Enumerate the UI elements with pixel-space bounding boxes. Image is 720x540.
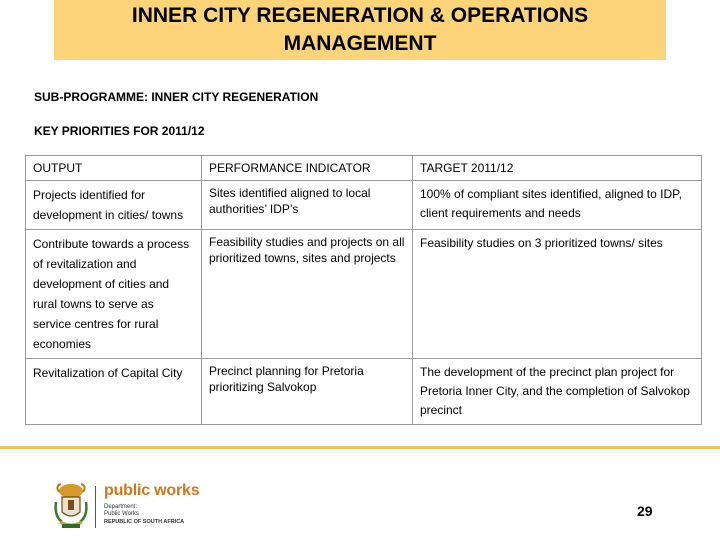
- cell-target: Feasibility studies on 3 prioritized towns/ sites: [413, 230, 702, 359]
- table-row: [26, 230, 702, 359]
- logo-dept-line2: Public Works: [104, 511, 139, 517]
- table-row: [26, 181, 702, 230]
- logo-department-text: [104, 504, 139, 518]
- slide-title: [54, 0, 666, 60]
- subprogramme-heading: SUB-PROGRAMME: INNER CITY REGENERATION: [34, 90, 319, 104]
- logo-divider: [95, 486, 96, 528]
- header-target: TARGET 2011/12: [413, 156, 702, 181]
- header-performance-indicator: PERFORMANCE INDICATOR: [202, 156, 413, 181]
- cell-output: Contribute towards a process of revitalization and development of cities and rural towns to serve as service centres for rural economies: [26, 230, 202, 359]
- cell-target: 100% of compliant sites identified, aligned to IDP, client requirements and needs: [413, 181, 702, 230]
- slide-title-line2: MANAGEMENT: [283, 32, 437, 55]
- cell-target: The development of the precinct plan project for Pretoria Inner City, and the completion of Salvokop precinct: [413, 359, 702, 425]
- priorities-table: [25, 155, 702, 425]
- cell-output: Projects identified for development in cities/ towns: [26, 181, 202, 230]
- key-priorities-heading: KEY PRIORITIES FOR 2011/12: [34, 124, 205, 138]
- page-number: 29: [637, 503, 653, 519]
- cell-output: Revitalization of Capital City: [26, 359, 202, 425]
- header-output: OUTPUT: [26, 156, 202, 181]
- coat-of-arms-icon: [52, 482, 90, 530]
- footer-divider: [0, 446, 720, 449]
- logo-dept-line1: Department:: [104, 504, 138, 510]
- table-header-row: [26, 156, 702, 181]
- cell-indicator: Feasibility studies and projects on all prioritized towns, sites and projects: [202, 230, 413, 359]
- cell-indicator: Sites identified aligned to local authorities’ IDP’s: [202, 181, 413, 230]
- logo-brand-text: public works: [104, 482, 200, 499]
- slide-title-line1: INNER CITY REGENERATION & OPERATIONS: [131, 4, 589, 27]
- table-row: [26, 359, 702, 425]
- logo-country-text: REPUBLIC OF SOUTH AFRICA: [104, 519, 185, 525]
- cell-indicator: Precinct planning for Pretoria prioritizing Salvokop: [202, 359, 413, 425]
